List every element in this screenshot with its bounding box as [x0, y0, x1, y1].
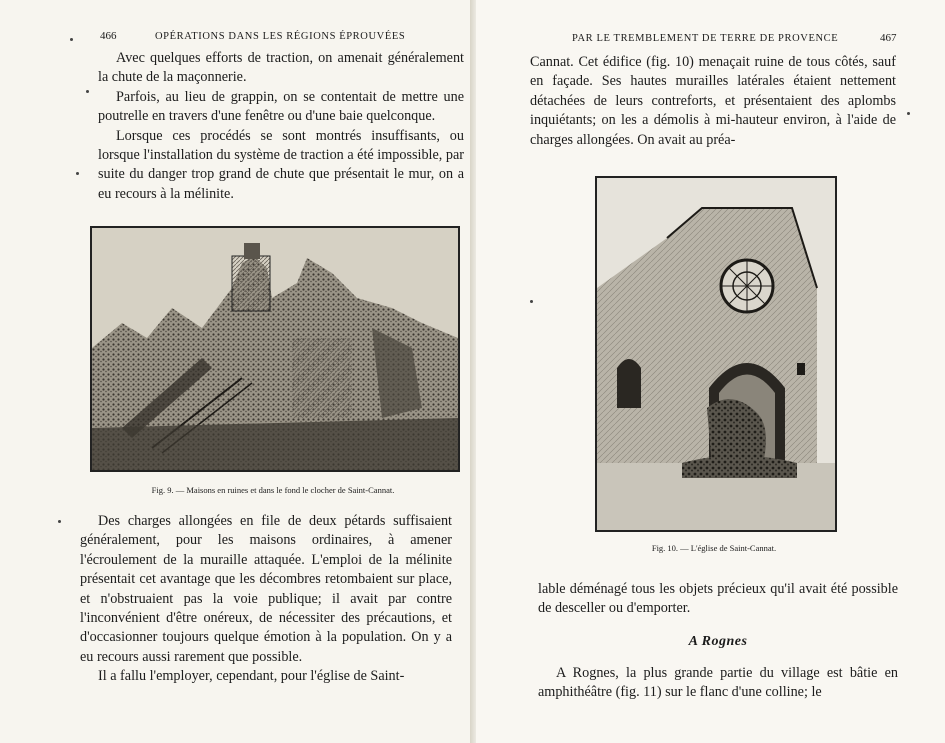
paragraph: Avec quelques efforts de traction, on amenait généralement la chute de la maçonnerie.	[98, 50, 464, 86]
right-text-bottom	[538, 664, 898, 703]
paragraph: Parfois, au lieu de grappin, on se contentait de mettre une poutrelle en travers d'une fenêtre ou d'une baie quelconque.	[98, 88, 464, 125]
paragraph: Lorsque ces procédés se sont montrés insuffisants, ou lorsque l'installation du système de traction a été impossible, par suite du danger trop grand de chute que présentait le mur, on a eu recours à la mélinite.	[98, 127, 464, 202]
figure-9-caption: Fig. 9. — Maisons en ruines et dans le fond le clocher de Saint-Cannat.	[151, 485, 395, 495]
left-text-top	[98, 49, 464, 204]
right-text-middle	[538, 580, 898, 619]
paragraph: Il a fallu l'employer, cependant, pour l'église de Saint-	[98, 668, 405, 685]
left-text-bottom	[80, 512, 452, 687]
figure-10-church-photo	[595, 176, 837, 532]
paragraph: A Rognes, la plus grande partie du village est bâtie en amphithéâtre (fig. 11) sur le flanc d'une colline; le	[538, 665, 898, 701]
scan-speck	[76, 172, 79, 175]
scan-speck	[907, 112, 910, 115]
right-text-top	[530, 53, 896, 150]
scan-speck	[530, 300, 533, 303]
scan-speck	[70, 38, 73, 41]
paragraph: lable déménagé tous les objets précieux qu'il avait été possible de desceller ou d'emporter.	[538, 581, 898, 617]
paragraph: Cannat. Cet édifice (fig. 10) menaçait ruine de tous côtés, sauf en façade. Ses hautes murailles latérales étaient nettement détachées de leurs contreforts, et présentaient des aplombs inquiétants; on les a démolis à mi-hauteur environ, à l'aide de charges allongées. On avait au préa-	[530, 54, 896, 148]
page-number-right: 467	[880, 32, 897, 44]
page-number-left: 466	[100, 30, 117, 42]
running-head-left: OPÉRATIONS DANS LES RÉGIONS ÉPROUVÉES	[155, 31, 406, 42]
figure-10-caption: Fig. 10. — L'église de Saint-Cannat.	[651, 543, 777, 553]
scan-speck	[58, 520, 61, 523]
scan-speck	[86, 90, 89, 93]
paragraph: Des charges allongées en file de deux pétards suffisaient généralement, pour les maisons ordinaires, à amener l'écroulement de la muraille attaquée. L'emploi de la mélinite présentait cet avantage que les décombres retombaient sur place, et n'obstruaient pas la voie publique; il avait par contre l'inconvénient d'être onéreux, de nécessiter des précautions, et d'occasionner toujours quelque émotion à la population. On y a eu recours aussi rarement que possible.	[80, 513, 452, 665]
figure-9-ruins-photo	[90, 226, 460, 472]
church-illustration	[597, 178, 835, 530]
ruins-illustration	[92, 228, 458, 470]
running-head-right: PAR LE TREMBLEMENT DE TERRE DE PROVENCE	[572, 33, 839, 44]
right-page	[476, 0, 945, 743]
section-title-rognes: A Rognes	[688, 634, 748, 649]
left-page	[0, 0, 470, 743]
